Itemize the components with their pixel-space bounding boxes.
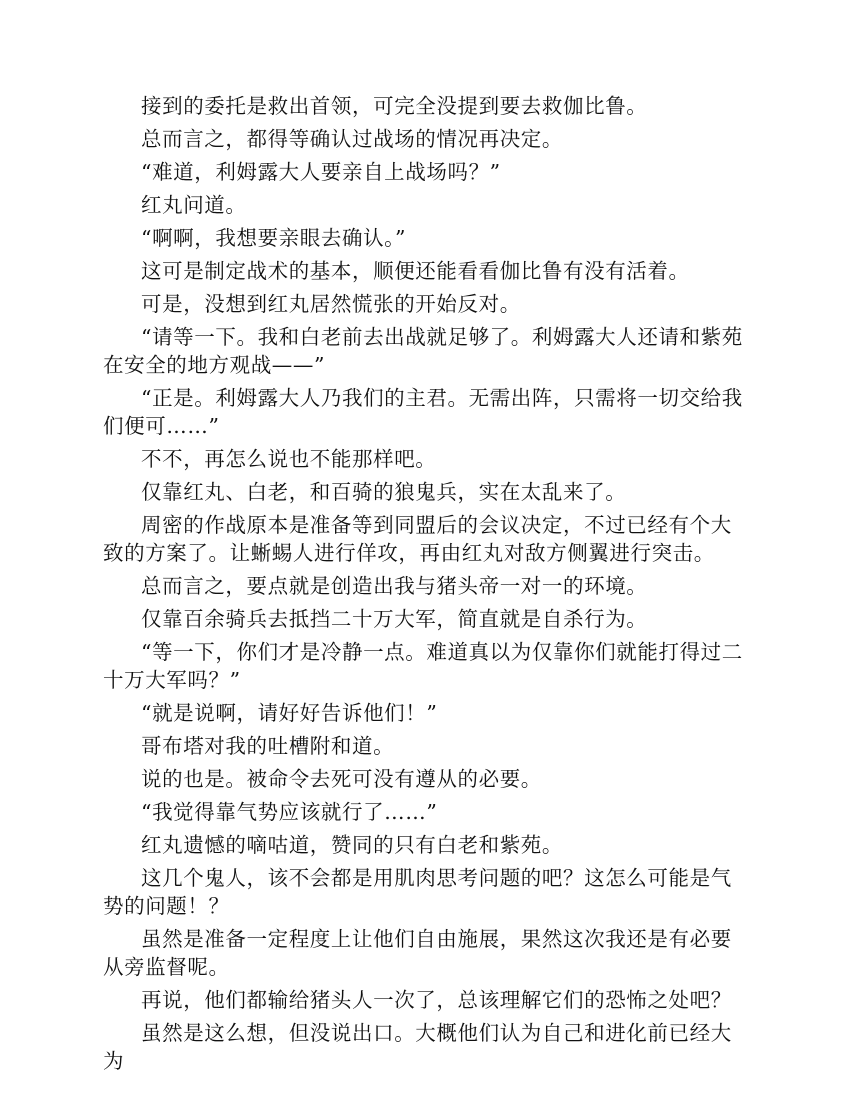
paragraph: 再说，他们都输给猪头人一次了，总该理解它们的恐怖之处吧？ xyxy=(141,988,732,1012)
paragraph: “就是说啊，请好好告诉他们！” xyxy=(141,701,438,725)
paragraph: “难道，利姆露大人要亲自上战场吗？” xyxy=(141,160,501,184)
paragraph: “请等一下。我和白老前去出战就足够了。利姆露大人还请和紫苑在安全的地方观战——” xyxy=(103,325,743,377)
paragraph: 仅靠红丸、白老，和百骑的狼鬼兵，实在太乱来了。 xyxy=(141,480,627,504)
paragraph: 红丸问道。 xyxy=(141,193,247,217)
paragraph: 说的也是。被命令去死可没有遵从的必要。 xyxy=(141,767,542,791)
paragraph: “啊啊，我想要亲眼去确认。” xyxy=(141,226,407,250)
paragraph: 这可是制定战术的基本，顺便还能看看伽比鲁有没有活着。 xyxy=(141,259,690,283)
paragraph: 不不，再怎么说也不能那样吧。 xyxy=(141,447,437,471)
paragraph: 总而言之，要点就是创造出我与猪头帝一对一的环境。 xyxy=(141,574,648,598)
paragraph: 红丸遗憾的嘀咕道，赞同的只有白老和紫苑。 xyxy=(141,833,563,857)
paragraph: “我觉得靠气势应该就行了……” xyxy=(141,800,438,824)
body-text xyxy=(103,92,747,1080)
paragraph: “等一下，你们才是冷静一点。难道真以为仅靠你们就能打得过二十万大军吗？” xyxy=(103,640,743,692)
paragraph: 仅靠百余骑兵去抵挡二十万大军，简直就是自杀行为。 xyxy=(141,607,648,631)
paragraph: 虽然是准备一定程度上让他们自由施展，果然这次我还是有必要从旁监督呢。 xyxy=(103,927,732,979)
paragraph: 总而言之，都得等确认过战场的情况再决定。 xyxy=(141,127,563,151)
paragraph: 哥布塔对我的吐槽附和道。 xyxy=(141,734,395,758)
paragraph: 虽然是这么想，但没说出口。大概他们认为自己和进化前已经大为 xyxy=(103,1021,732,1073)
paragraph: “正是。利姆露大人乃我们的主君。无需出阵，只需将一切交给我们便可……” xyxy=(103,386,743,438)
paragraph: 可是，没想到红丸居然慌张的开始反对。 xyxy=(141,292,521,316)
paragraph: 这几个鬼人，该不会都是用肌肉思考问题的吧？这怎么可能是气势的问题！？ xyxy=(103,866,732,918)
paragraph: 周密的作战原本是准备等到同盟后的会议决定，不过已经有个大致的方案了。让蜥蜴人进行佯攻，再由红丸对敌方侧翼进行突击。 xyxy=(103,513,732,565)
paragraph: 接到的委托是救出首领，可完全没提到要去救伽比鲁。 xyxy=(141,94,648,118)
